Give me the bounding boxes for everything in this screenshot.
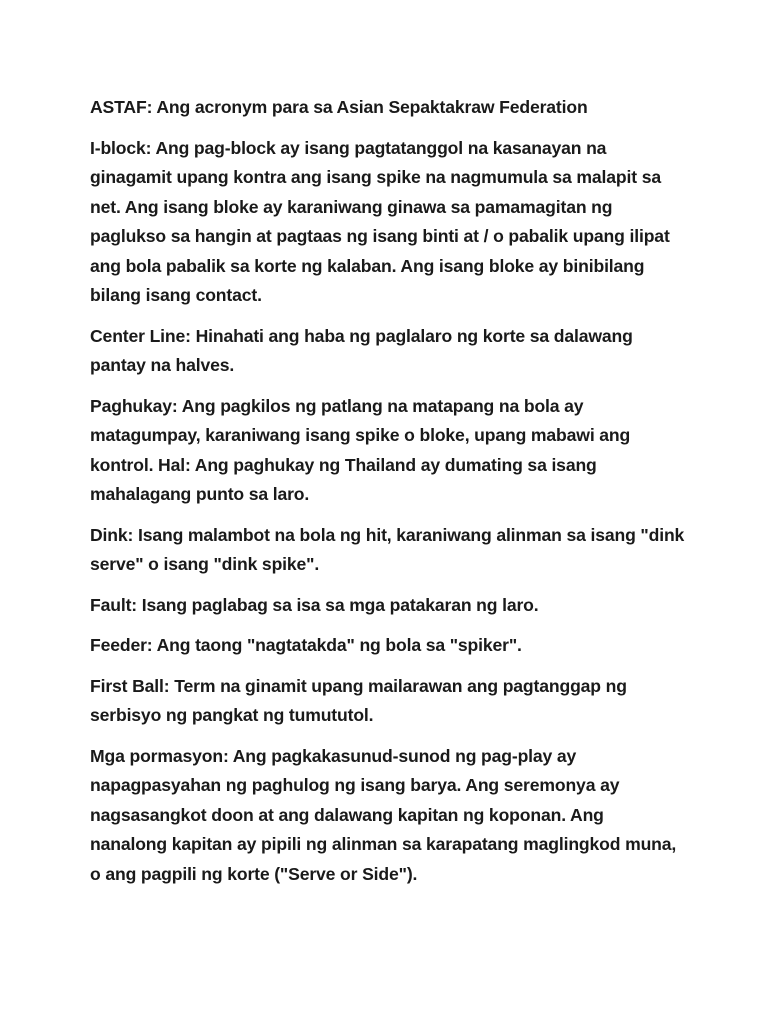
glossary-entry-dink: Dink: Isang malambot na bola ng hit, karaniwang alinman sa isang "dink serve" o isang "dink spike". <box>90 524 685 574</box>
glossary-entry-mga-pormasyon: Mga pormasyon: Ang pagkakasunud-sunod ng pag-play ay napagpasyahan ng paghulog ng isang barya. Ang seremonya ay nagsasangkot doon at ang dalawang kapitan ng koponan. Ang nanalong kapitan ay pipili ng alinman sa karapatang maglingkod muna, o ang pagpili ng korte ("Serve or Side"). <box>90 745 677 884</box>
document-body <box>90 93 685 900</box>
glossary-entry-center-line: Center Line: Hinahati ang haba ng paglalaro ng korte sa dalawang pantay na halves. <box>90 325 633 375</box>
glossary-entry-feeder: Feeder: Ang taong "nagtatakda" ng bola sa "spiker". <box>90 635 522 655</box>
glossary-entry-paghukay: Paghukay: Ang pagkilos ng patlang na matapang na bola ay matagumpay, karaniwang isang spike o bloke, upang mabawi ang kontrol. Hal: Ang paghukay ng Thailand ay dumating sa isang mahalagang punto sa laro. <box>90 395 631 504</box>
glossary-entry-first-ball: First Ball: Term na ginamit upang mailarawan ang pagtanggap ng serbisyo ng pangkat ng tumututol. <box>90 675 627 725</box>
glossary-entry-i-block: I-block: Ang pag-block ay isang pagtatanggol na kasanayan na ginagamit upang kontra ang isang spike na nagmumula sa malapit sa net. Ang isang bloke ay karaniwang ginawa sa pamamagitan ng paglukso sa hangin at pagtaas ng isang binti at / o pabalik upang ilipat ang bola pabalik sa korte ng kalaban. Ang isang bloke ay binibilang bilang isang contact. <box>90 137 670 305</box>
glossary-entry-fault: Fault: Isang paglabag sa isa sa mga patakaran ng laro. <box>90 594 539 615</box>
glossary-entry-astaf: ASTAF: Ang acronym para sa Asian Sepaktakraw Federation <box>90 97 588 117</box>
